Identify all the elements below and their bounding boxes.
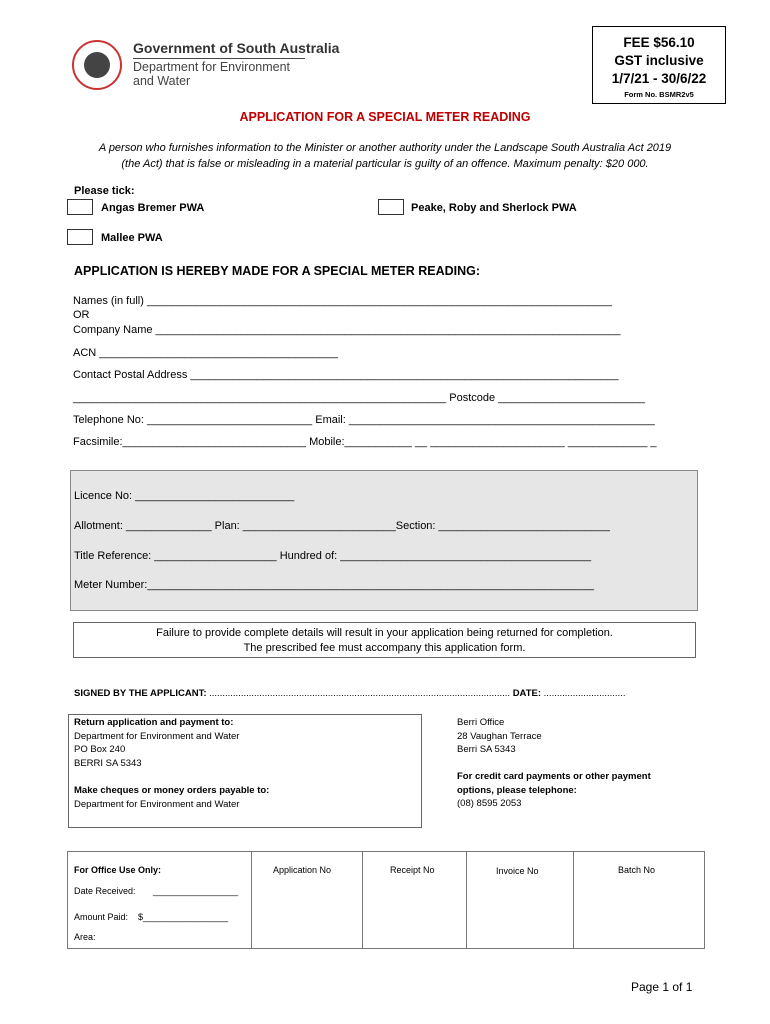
col-divider-2: [362, 852, 363, 948]
berri-line-3: Berri SA 5343: [457, 744, 516, 755]
notice-line-2: The prescribed fee must accompany this application form.: [243, 642, 526, 654]
date-label: DATE:: [512, 688, 542, 699]
berri-line-2: 28 Vaughan Terrace: [457, 730, 542, 742]
application-no-header: Application No: [273, 865, 332, 875]
return-block: [74, 716, 239, 770]
cheque-heading: Make cheques or money orders payable to:: [74, 785, 270, 796]
cheque-payee: Department for Environment and Water: [74, 798, 240, 810]
signed-label: SIGNED BY THE APPLICANT:: [74, 688, 207, 699]
fee-gst: GST inclusive: [614, 53, 704, 68]
berri-office-block: [457, 716, 542, 757]
form-number: Form No. BSMR2v5: [624, 90, 694, 99]
cc-heading-1: For credit card payments or other payment: [457, 771, 651, 782]
signature-dots: ..................................................................................................................: [209, 688, 511, 699]
area-field[interactable]: Area:: [74, 932, 96, 942]
allotment-plan-section-field[interactable]: Allotment: ______________ Plan: _________________________Section: ____________________________: [74, 520, 610, 532]
fee-period: 1/7/21 - 30/6/22: [611, 71, 707, 86]
fee-box: [592, 26, 726, 104]
peake-roby-sherlock-label: Peake, Roby and Sherlock PWA: [411, 202, 577, 214]
notice-line-1: Failure to provide complete details will result in your application being returned for completion.: [156, 627, 613, 639]
meter-number-field[interactable]: Meter Number:_________________________________________________________________________: [74, 579, 594, 591]
date-dots: ...............................: [543, 688, 626, 699]
berri-line-1: Berri Office: [457, 717, 505, 728]
names-field[interactable]: Names (in full) ____________________________________________________________________________: [73, 295, 612, 307]
title-reference-hundred-field[interactable]: Title Reference: ____________________ Hundred of: _________________________________________: [74, 550, 592, 562]
checkbox-mallee[interactable]: [67, 229, 93, 245]
penalty-line-2: (the Act) that is false or misleading in a material particular is guilty of an offence. Maximum penalty: $20 000.: [121, 158, 649, 170]
penalty-line-1: A person who furnishes information to the Minister or another authority under the Landscape South Australia Act 2019: [98, 142, 672, 154]
office-use-table: [67, 851, 705, 949]
cc-heading-2: options, please telephone:: [457, 784, 577, 796]
penalty-statement: [60, 140, 710, 172]
acn-field[interactable]: ACN _______________________________________: [73, 347, 338, 359]
mallee-label: Mallee PWA: [101, 232, 163, 244]
receipt-no-header: Receipt No: [390, 865, 435, 875]
signature-line[interactable]: [74, 688, 625, 699]
company-name-field[interactable]: Company Name ____________________________________________________________________________: [73, 324, 621, 336]
return-line-2: PO Box 240: [74, 744, 126, 755]
amount-paid-field[interactable]: Amount Paid: $_________________: [74, 912, 229, 922]
page-number: Page 1 of 1: [631, 980, 693, 994]
south-australia-crest-icon: [72, 40, 122, 90]
fee-amount: FEE $56.10: [623, 35, 695, 50]
office-use-heading: For Office Use Only:: [74, 865, 162, 875]
checkbox-peake-roby-sherlock[interactable]: [378, 199, 404, 215]
postcode-field[interactable]: _____________________________________________________________ Postcode ________________________: [73, 392, 645, 404]
government-name: Government of South Australia: [133, 40, 340, 56]
invoice-no-header: Invoice No: [496, 866, 539, 876]
form-title: APPLICATION FOR A SPECIAL METER READING: [239, 110, 531, 124]
telephone-email-field[interactable]: Telephone No: ___________________________ Email: __________________________________________________: [73, 414, 655, 426]
department-line-1: Department for Environment: [133, 60, 291, 74]
return-line-3: BERRI SA 5343: [74, 757, 142, 769]
cheque-block: [74, 784, 269, 811]
angas-bremer-label: Angas Bremer PWA: [101, 202, 205, 214]
credit-card-block: [457, 770, 651, 811]
completion-notice: [73, 622, 696, 658]
checkbox-angas-bremer[interactable]: [67, 199, 93, 215]
crest-emblem: [84, 52, 110, 78]
licence-number-field[interactable]: Licence No: __________________________: [74, 490, 295, 502]
application-heading: APPLICATION IS HEREBY MADE FOR A SPECIAL METER READING:: [74, 264, 481, 278]
please-tick-label: Please tick:: [74, 185, 135, 197]
col-divider-4: [573, 852, 574, 948]
batch-no-header: Batch No: [618, 865, 656, 875]
header-divider: [133, 58, 305, 59]
department-line-2: and Water: [133, 74, 191, 88]
return-heading: Return application and payment to:: [74, 717, 234, 728]
return-line-1: Department for Environment and Water: [74, 730, 240, 742]
facsimile-mobile-field[interactable]: Facsimile:______________________________ Mobile:___________ __ ______________________ _____________ _: [73, 436, 657, 448]
col-divider-3: [466, 852, 467, 948]
date-received-field[interactable]: Date Received: _________________: [74, 886, 239, 896]
cc-phone: (08) 8595 2053: [457, 798, 522, 809]
or-label: OR: [73, 309, 90, 321]
col-divider-1: [251, 852, 252, 948]
postal-address-field[interactable]: Contact Postal Address ______________________________________________________________________: [73, 369, 619, 381]
